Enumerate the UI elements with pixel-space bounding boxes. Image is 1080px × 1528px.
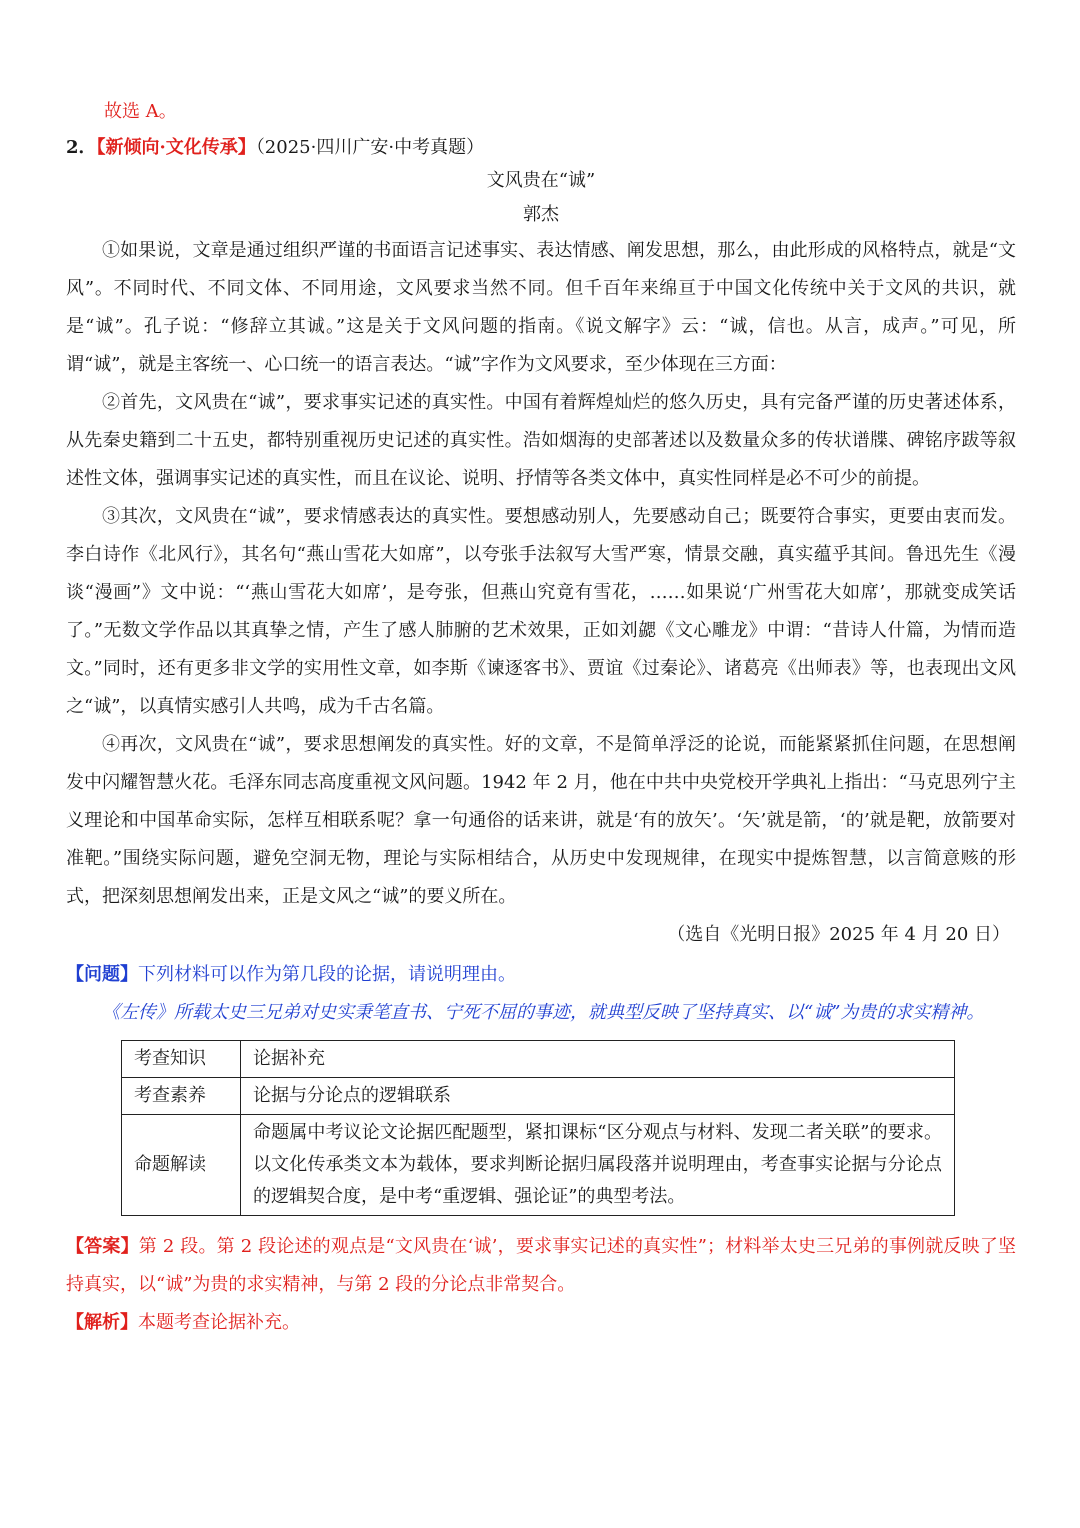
question-header (66, 132, 1016, 164)
answer-label: 【答案】 (66, 1236, 139, 1257)
document-page (66, 96, 1016, 1342)
table-key: 考查知识 (122, 1041, 241, 1078)
question-prompt (66, 956, 1016, 994)
article-paragraph-4: ④再次，文风贵在“诚”，要求思想阐发的真实性。好的文章，不是简单浮泛的论说，而能紧紧抓住问题，在思想阐发中闪耀智慧火花。毛泽东同志高度重视文风问题。1942 年 2 月，他在中共中央党校开学典礼上指出：“马克思列宁主义理论和中国革命实际，怎样互相联系呢？拿一句通俗的话来讲，就是‘有的放矢’。‘矢’就是箭，‘的’就是靶，放箭要对准靶。”围绕实际问题，避免空洞无物，理论与实际相结合，从历史中发现规律，在现实中提炼智慧，以言简意赅的形式，把深刻思想阐发出来，正是文风之“诚”的要义所在。 (66, 734, 1016, 907)
question-material: 《左传》所载太史三兄弟对史实秉笔直书、宁死不屈的事迹，就典型反映了坚持真实、以“诚”为贵的求实精神。 (102, 1002, 985, 1023)
table-value: 论据与分论点的逻辑联系 (241, 1078, 955, 1115)
article-source: （选自《光明日报》2025 年 4 月 20 日） (667, 924, 1010, 945)
article-paragraph-1: ①如果说，文章是通过组织严谨的书面语言记述事实、表达情感、阐发思想，那么，由此形成的风格特点，就是“文风”。不同时代、不同文体、不同用途，文风要求当然不同。但千百年来绵亘于中国文化传统中关于文风的共识，就是“诚”。孔子说：“修辞立其诚。”这是关于文风问题的指南。《说文解字》云：“诚，信也。从言，成声。”可见，所谓“诚”，就是主客统一、心口统一的语言表达。“诚”字作为文风要求，至少体现在三方面： (66, 240, 1016, 375)
question-number: 2． (66, 137, 97, 158)
table-row (122, 1115, 955, 1216)
analysis-label: 【解析】 (66, 1312, 138, 1333)
table-row (122, 1078, 955, 1115)
analysis-block (66, 1304, 1016, 1342)
table-value: 论据补充 (241, 1041, 955, 1078)
question-tag: 【新倾向·文化传承】 (96, 137, 256, 158)
question-source: （2025·四川广安·中考真题） (255, 137, 485, 158)
info-table (121, 1040, 955, 1216)
table-key: 考查素养 (122, 1078, 241, 1115)
table-key: 命题解读 (122, 1115, 241, 1216)
answer-block (66, 1228, 1016, 1304)
table-value: 命题属中考议论文论据匹配题型，紧扣课标“区分观点与材料、发现二者关联”的要求。以文化传承类文本为载体，要求判断论据归属段落并说明理由，考查事实论据与分论点的逻辑契合度，是中考“重逻辑、强论证”的典型考法。 (241, 1115, 955, 1216)
article-title: 文风贵在“诚” (486, 170, 596, 191)
article-paragraph-3: ③其次，文风贵在“诚”，要求情感表达的真实性。要想感动别人，先要感动自己；既要符合事实，更要由衷而发。李白诗作《北风行》，其名句“燕山雪花大如席”，以夸张手法叙写大雪严寒，情景交融，真实蕴乎其间。鲁迅先生《漫谈“漫画”》文中说：“‘燕山雪花大如席’，是夸张，但燕山究竟有雪花，……如果说‘广州雪花大如席’，那就变成笑话了。”无数文学作品以其真挚之情，产生了感人肺腑的艺术效果，正如刘勰《文心雕龙》中谓：“昔诗人什篇，为情而造文。”同时，还有更多非文学的实用性文章，如李斯《谏逐客书》、贾谊《过秦论》、诸葛亮《出师表》等，也表现出文风之“诚”，以真情实感引人共鸣，成为千古名篇。 (66, 506, 1016, 717)
article-paragraph-2: ②首先，文风贵在“诚”，要求事实记述的真实性。中国有着辉煌灿烂的悠久历史，具有完备严谨的历史著述体系，从先秦史籍到二十五史，都特别重视历史记述的真实性。浩如烟海的史部著述以及数量众多的传状谱牒、碑铭序跋等叙述性文体，强调事实记述的真实性，而且在议论、说明、抒情等各类文体中，真实性同样是必不可少的前提。 (66, 392, 1016, 489)
table-row (122, 1041, 955, 1078)
article-author: 郭杰 (523, 204, 559, 225)
choose-answer-line: 故选 A。 (104, 101, 177, 122)
answer-text: 第 2 段。第 2 段论述的观点是“文风贵在‘诚’，要求事实记述的真实性”；材料举太史三兄弟的事例就反映了坚持真实，以“诚”为贵的求实精神，与第 2 段的分论点非常契合。 (66, 1236, 1017, 1295)
analysis-text: 本题考查论据补充。 (138, 1312, 300, 1333)
question-text: 下列材料可以作为第几段的论据，请说明理由。 (138, 964, 516, 985)
question-label: 【问题】 (66, 964, 138, 985)
